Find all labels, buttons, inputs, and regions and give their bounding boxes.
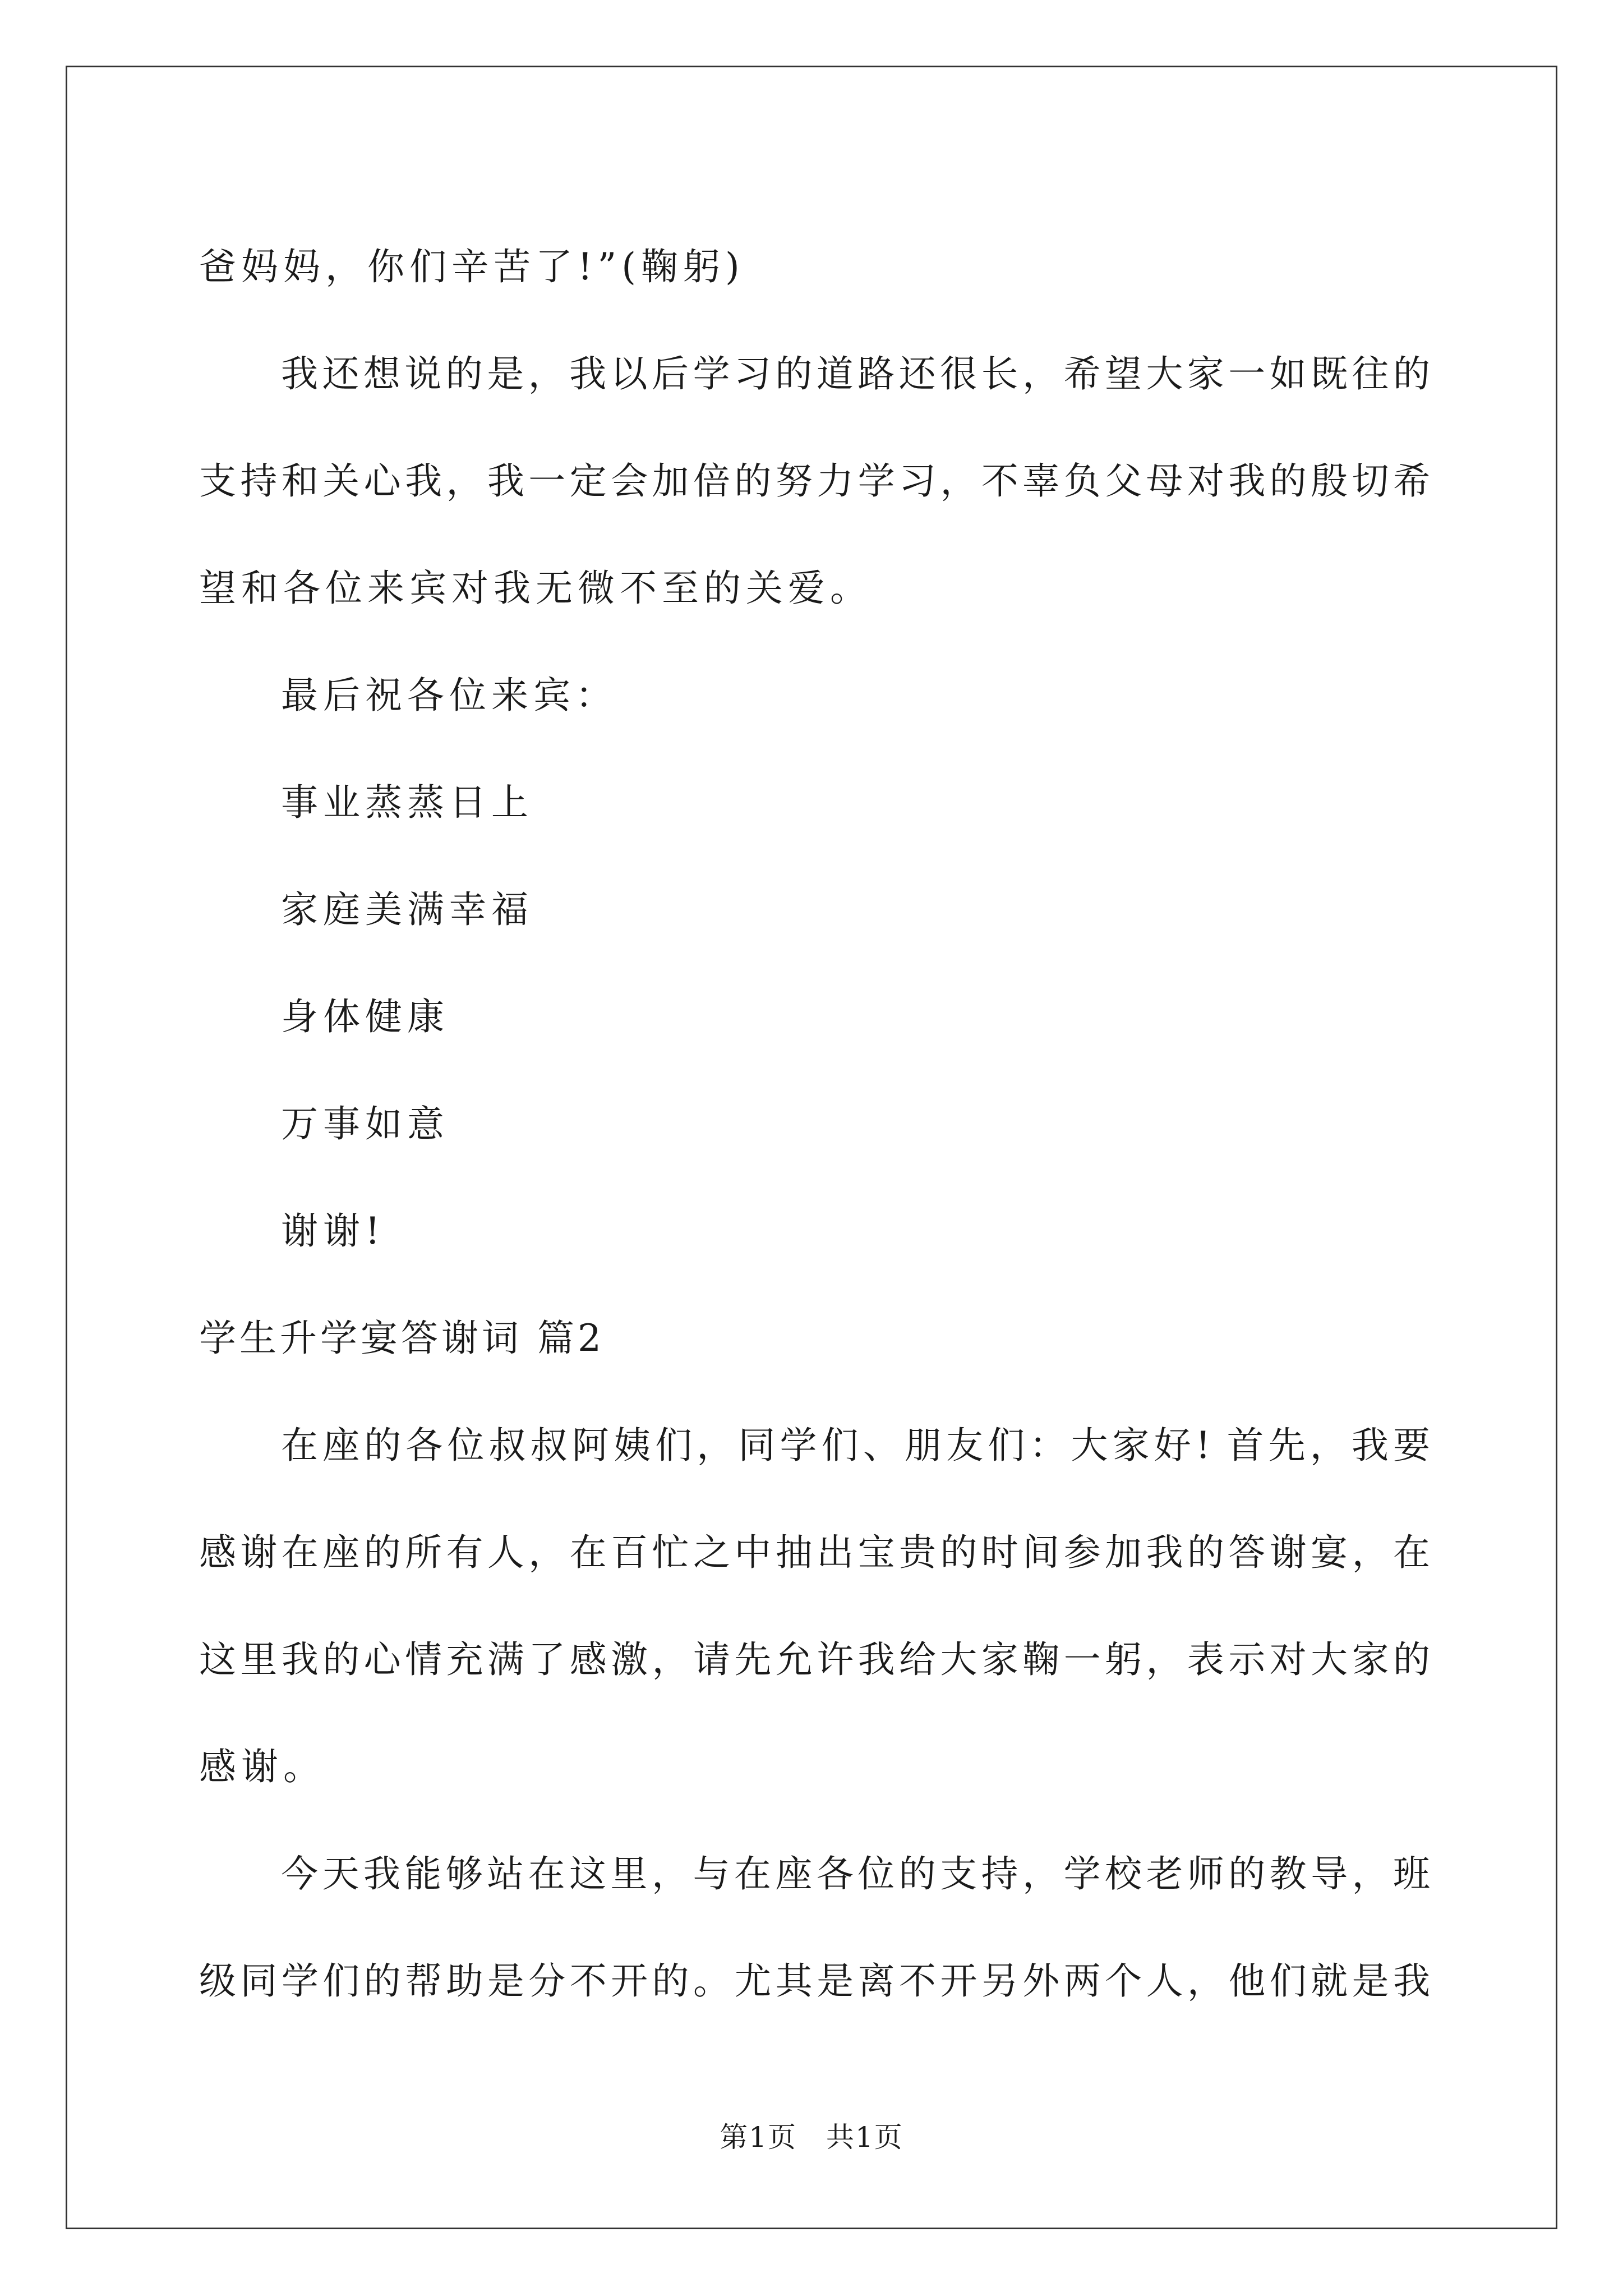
document-body <box>199 213 1430 2035</box>
text-line: 谢谢! <box>281 1209 385 1253</box>
wish-line: 身体健康 <box>281 995 449 1038</box>
paragraph-line: 在座的各位叔叔阿姨们，同学们、朋友们：大家好! 首先，我要 <box>281 1424 1430 1467</box>
page-footer: 第1页 共1页 <box>720 2121 903 2154</box>
paragraph-line: 这里我的心情充满了感激，请先允许我给大家鞠一躬，表示对大家的 <box>199 1638 1430 1681</box>
text-line: 爸妈妈，你们辛苦了!”(鞠躬) <box>199 245 745 288</box>
paragraph-line: 今天我能够站在这里，与在座各位的支持，学校老师的教导，班 <box>281 1852 1430 1895</box>
paragraph-line: 我还想说的是，我以后学习的道路还很长，希望大家一如既往的 <box>281 352 1430 395</box>
wish-line: 事业蒸蒸日上 <box>281 781 533 824</box>
paragraph-line: 支持和关心我，我一定会加倍的努力学习，不辜负父母对我的殷切希 <box>199 459 1430 503</box>
text-line: 望和各位来宾对我无微不至的关爱。 <box>199 567 872 610</box>
text-line: 最后祝各位来宾： <box>281 674 617 717</box>
paragraph-line: 感谢在座的所有人，在百忙之中抽出宝贵的时间参加我的答谢宴，在 <box>199 1531 1430 1574</box>
text-line: 感谢。 <box>199 1745 325 1788</box>
wish-line: 家庭美满幸福 <box>281 888 533 931</box>
paragraph-line: 级同学们的帮助是分不开的。尤其是离不开另外两个人，他们就是我 <box>199 1959 1430 2003</box>
wish-line: 万事如意 <box>281 1102 449 1145</box>
section-heading: 学生升学宴答谢词 篇2 <box>199 1317 605 1360</box>
